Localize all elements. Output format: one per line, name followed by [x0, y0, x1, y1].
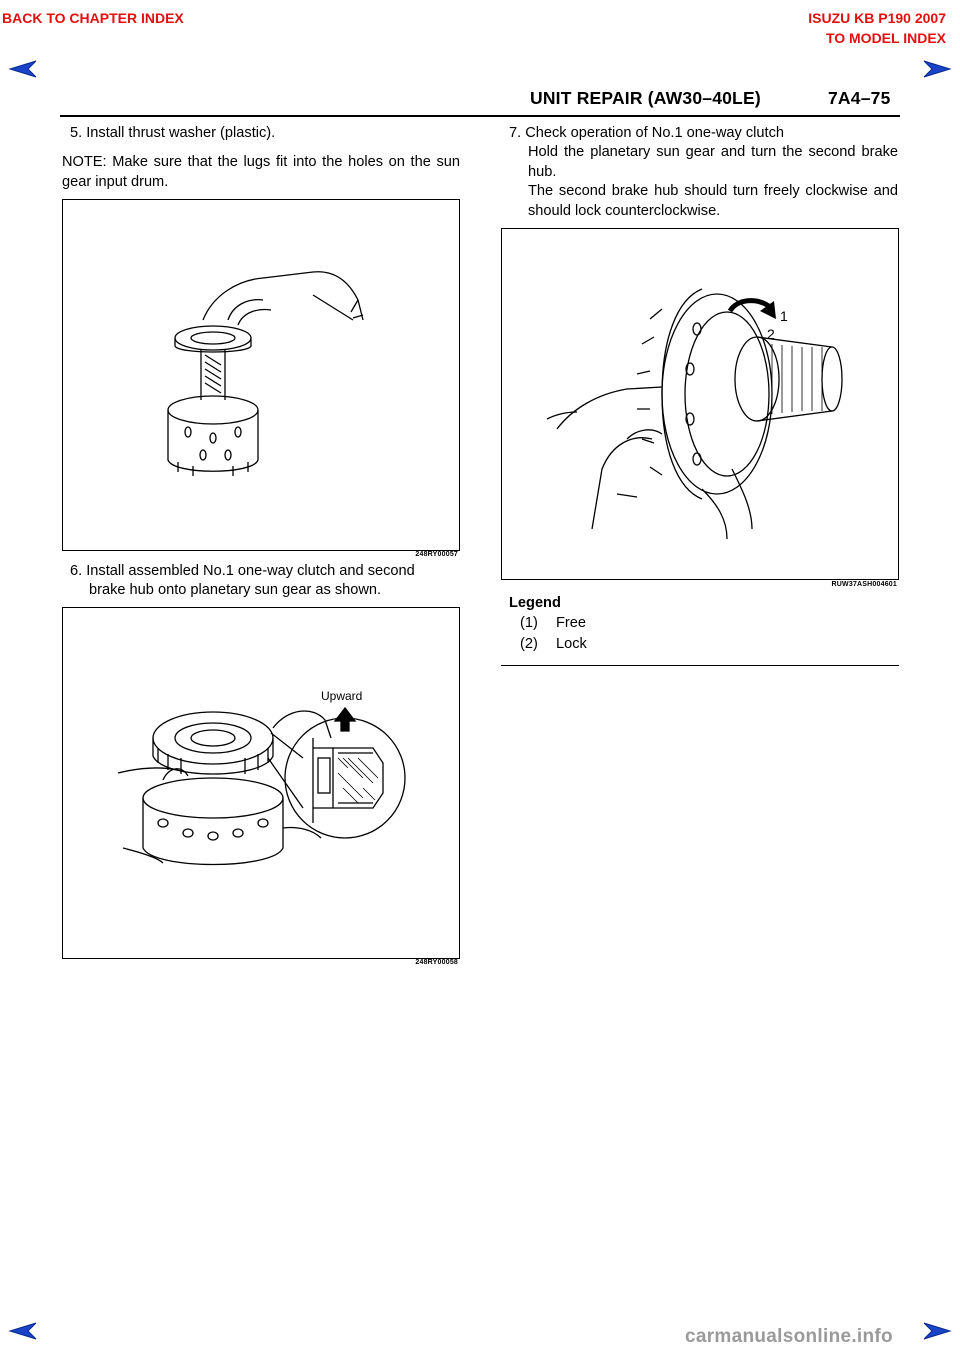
legend-title: Legend [509, 595, 561, 611]
upward-label: Upward [321, 689, 363, 703]
step-6-line-2: brake hub onto planetary sun gear as shown. [89, 582, 382, 598]
section-title: UNIT REPAIR (AW30–40LE) [530, 88, 761, 108]
legend-item-2 [520, 636, 587, 652]
step-5-text: 5. Install thrust washer (plastic). [70, 125, 276, 141]
step-6-line-1: 6. Install assembled No.1 one-way clutch and second [70, 563, 415, 579]
figure-3-code: RUW37ASH004601 [831, 581, 897, 588]
step-7-title: 7. Check operation of No.1 one-way clutch [509, 125, 785, 141]
legend-item-2-number: (2) [520, 636, 538, 652]
header-rule [60, 115, 900, 117]
figure-one-way-clutch-install [62, 607, 460, 959]
footer-next-arrow-icon[interactable] [922, 1320, 952, 1342]
legend-rule [501, 665, 899, 666]
watermark: carmanualsonline.info [685, 1326, 893, 1347]
back-to-chapter-index-link[interactable]: BACK TO CHAPTER INDEX [2, 10, 184, 26]
next-page-arrow-icon[interactable] [922, 58, 952, 80]
thrust-washer-illustration [63, 200, 459, 550]
page-number: 7A4–75 [828, 88, 891, 108]
model-name-label: ISUZU KB P190 2007 [808, 10, 946, 26]
figure-clutch-operation-check [501, 228, 899, 580]
note-text: NOTE: Make sure that the lugs fit into the holes on the sun gear input drum. [62, 154, 460, 190]
figure-thrust-washer [62, 199, 460, 551]
prev-page-arrow-icon[interactable] [8, 58, 38, 80]
figure-1-code: 248RY00057 [415, 551, 458, 558]
legend-item-1-number: (1) [520, 615, 538, 631]
one-way-clutch-illustration [63, 608, 459, 958]
footer-prev-arrow-icon[interactable] [8, 1320, 38, 1342]
figure-2-code: 248RY00058 [415, 959, 458, 966]
step-7-paragraph-2: The second brake hub should turn freely clockwise and should lock counterclockwise. [528, 183, 898, 219]
legend-item-2-label: Lock [555, 636, 587, 652]
callout-2: 2 [767, 326, 775, 342]
legend-item-1-label: Free [555, 615, 586, 631]
clutch-operation-illustration [502, 229, 898, 579]
callout-1: 1 [780, 308, 788, 324]
to-model-index-link[interactable]: TO MODEL INDEX [825, 30, 946, 46]
legend-item-1 [520, 615, 586, 631]
step-7-paragraph-1: Hold the planetary sun gear and turn the second brake hub. [528, 144, 898, 180]
